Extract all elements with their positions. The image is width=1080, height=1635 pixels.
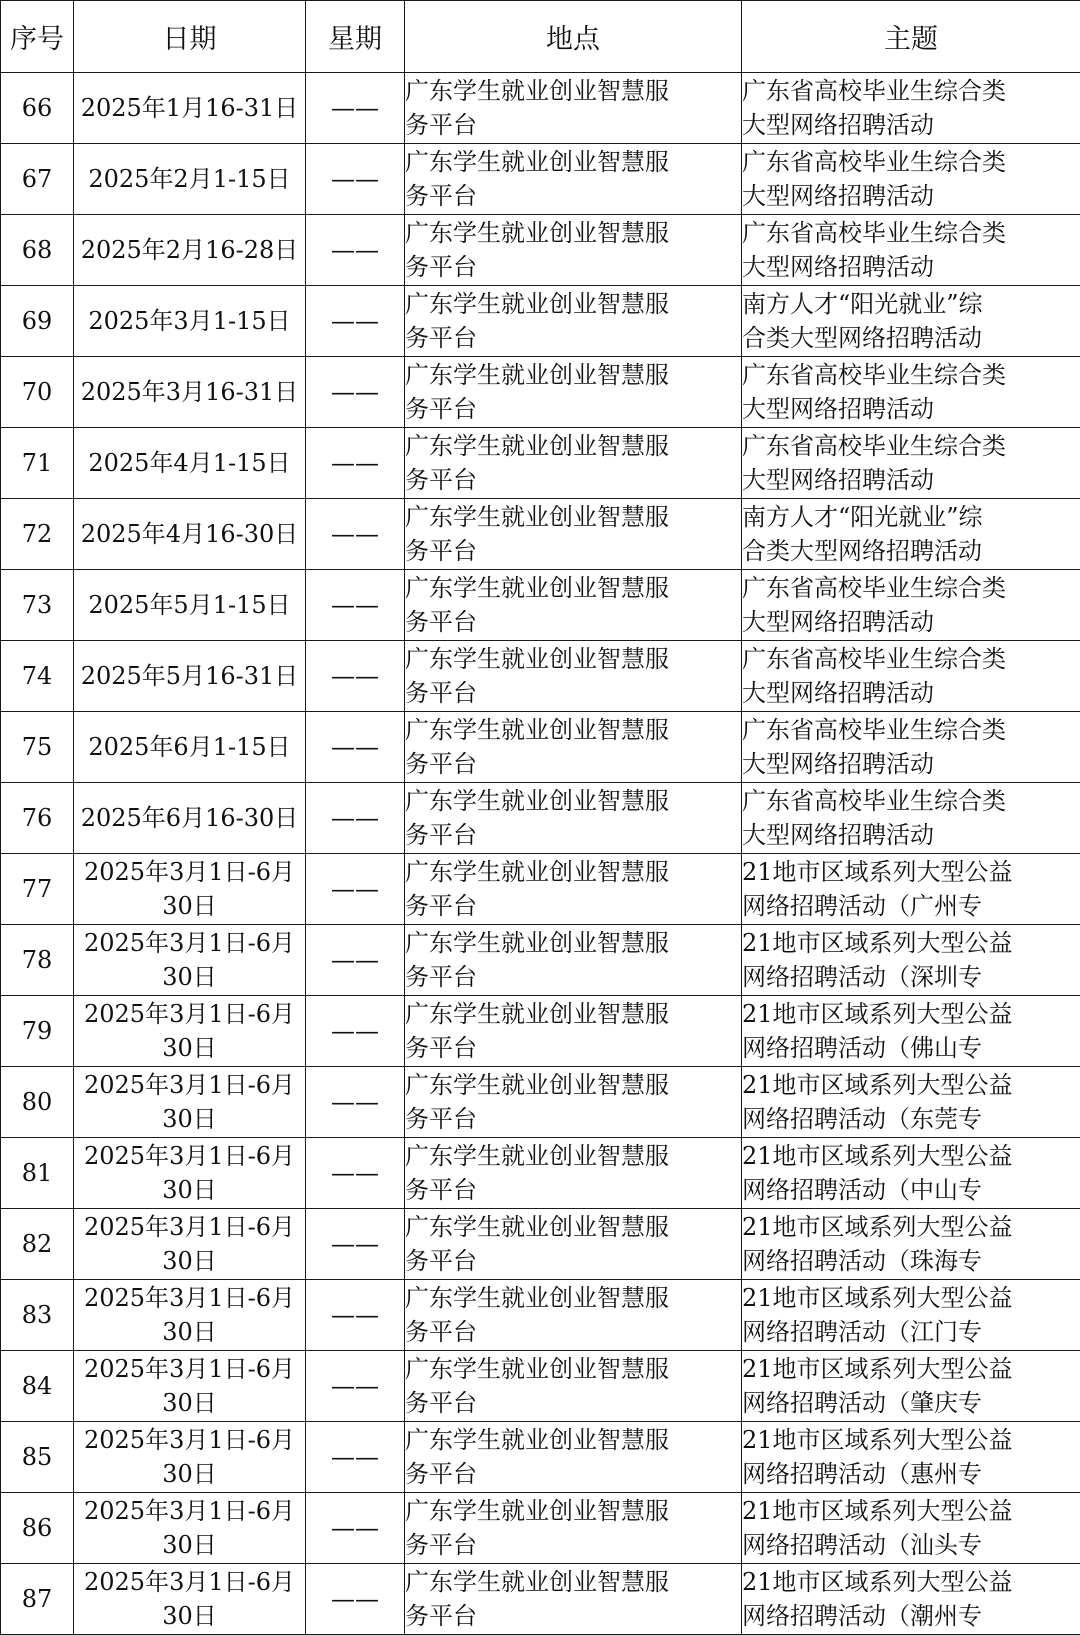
topic-line: 广东省高校毕业生综合类 (742, 216, 1080, 250)
location-line: 务平台 (405, 818, 741, 852)
topic-line: 广东省高校毕业生综合类 (742, 784, 1080, 818)
topic-cell (742, 925, 1080, 996)
location-line: 务平台 (405, 1173, 741, 1207)
weekday-cell: —— (306, 1067, 405, 1138)
weekday-cell: —— (306, 996, 405, 1067)
topic-line: 网络招聘活动（潮州专 (742, 1599, 1080, 1633)
location-line: 务平台 (405, 1386, 741, 1420)
location-line: 务平台 (405, 605, 741, 639)
location-cell (405, 996, 742, 1067)
topic-line: 21地市区域系列大型公益 (742, 855, 1080, 889)
topic-line: 广东省高校毕业生综合类 (742, 74, 1080, 108)
location-line: 务平台 (405, 250, 741, 284)
location-line: 务平台 (405, 676, 741, 710)
table-row (1, 215, 1080, 286)
topic-line: 网络招聘活动（东莞专 (742, 1102, 1080, 1136)
serial-number-cell: 67 (1, 144, 74, 215)
date-line: 2025年3月1日-6月 (74, 1210, 305, 1244)
table-row (1, 286, 1080, 357)
topic-cell (742, 783, 1080, 854)
serial-number-cell: 76 (1, 783, 74, 854)
location-line: 务平台 (405, 392, 741, 426)
location-line: 务平台 (405, 1244, 741, 1278)
date-cell (74, 641, 306, 712)
table-row (1, 144, 1080, 215)
topic-cell (742, 1280, 1080, 1351)
table-row (1, 1493, 1080, 1564)
weekday-cell: —— (306, 1280, 405, 1351)
location-line: 广东学生就业创业智慧服 (405, 571, 741, 605)
location-cell (405, 499, 742, 570)
table-row (1, 1138, 1080, 1209)
location-line: 务平台 (405, 534, 741, 568)
topic-line: 21地市区域系列大型公益 (742, 1565, 1080, 1599)
serial-number-cell: 81 (1, 1138, 74, 1209)
topic-line: 大型网络招聘活动 (742, 392, 1080, 426)
location-line: 务平台 (405, 321, 741, 355)
date-line: 2025年3月1日-6月 (74, 926, 305, 960)
location-cell (405, 1280, 742, 1351)
topic-line: 21地市区域系列大型公益 (742, 1352, 1080, 1386)
location-line: 广东学生就业创业智慧服 (405, 358, 741, 392)
table-row (1, 1280, 1080, 1351)
table-row (1, 996, 1080, 1067)
header-location: 地点 (405, 1, 742, 73)
location-line: 务平台 (405, 1102, 741, 1136)
location-cell (405, 73, 742, 144)
location-cell (405, 428, 742, 499)
location-cell (405, 854, 742, 925)
date-cell (74, 499, 306, 570)
date-line: 30日 (74, 1457, 305, 1491)
location-line: 广东学生就业创业智慧服 (405, 1352, 741, 1386)
weekday-cell: —— (306, 357, 405, 428)
date-line: 2025年2月1-15日 (74, 162, 305, 196)
date-cell (74, 570, 306, 641)
date-cell (74, 357, 306, 428)
location-line: 广东学生就业创业智慧服 (405, 500, 741, 534)
weekday-cell: —— (306, 1564, 405, 1635)
date-cell (74, 1138, 306, 1209)
topic-line: 21地市区域系列大型公益 (742, 1281, 1080, 1315)
topic-cell (742, 641, 1080, 712)
date-line: 2025年3月1日-6月 (74, 1565, 305, 1599)
topic-cell (742, 73, 1080, 144)
topic-cell (742, 1564, 1080, 1635)
date-cell (74, 996, 306, 1067)
weekday-cell: —— (306, 215, 405, 286)
location-line: 广东学生就业创业智慧服 (405, 1281, 741, 1315)
topic-line: 21地市区域系列大型公益 (742, 1494, 1080, 1528)
serial-number-cell: 69 (1, 286, 74, 357)
date-line: 30日 (74, 960, 305, 994)
topic-line: 广东省高校毕业生综合类 (742, 145, 1080, 179)
topic-line: 网络招聘活动（汕头专 (742, 1528, 1080, 1562)
location-line: 广东学生就业创业智慧服 (405, 1068, 741, 1102)
topic-line: 大型网络招聘活动 (742, 250, 1080, 284)
date-cell (74, 1422, 306, 1493)
topic-cell (742, 286, 1080, 357)
location-line: 广东学生就业创业智慧服 (405, 1565, 741, 1599)
location-line: 务平台 (405, 1457, 741, 1491)
location-line: 广东学生就业创业智慧服 (405, 1210, 741, 1244)
topic-line: 网络招聘活动（惠州专 (742, 1457, 1080, 1491)
date-cell (74, 428, 306, 499)
topic-line: 广东省高校毕业生综合类 (742, 429, 1080, 463)
weekday-cell: —— (306, 641, 405, 712)
date-cell (74, 1280, 306, 1351)
date-cell (74, 925, 306, 996)
serial-number-cell: 73 (1, 570, 74, 641)
date-cell (74, 1209, 306, 1280)
topic-cell (742, 357, 1080, 428)
date-line: 2025年5月16-31日 (74, 659, 305, 693)
weekday-cell: —— (306, 854, 405, 925)
weekday-cell: —— (306, 499, 405, 570)
location-line: 务平台 (405, 108, 741, 142)
location-line: 务平台 (405, 889, 741, 923)
date-cell (74, 215, 306, 286)
topic-line: 21地市区域系列大型公益 (742, 1068, 1080, 1102)
topic-line: 网络招聘活动（珠海专 (742, 1244, 1080, 1278)
topic-line: 大型网络招聘活动 (742, 108, 1080, 142)
topic-cell (742, 499, 1080, 570)
date-line: 2025年3月1日-6月 (74, 855, 305, 889)
location-line: 广东学生就业创业智慧服 (405, 216, 741, 250)
serial-number-cell: 70 (1, 357, 74, 428)
date-line: 30日 (74, 1102, 305, 1136)
location-cell (405, 144, 742, 215)
location-line: 广东学生就业创业智慧服 (405, 145, 741, 179)
location-cell (405, 1564, 742, 1635)
header-topic: 主题 (742, 1, 1080, 73)
location-cell (405, 1067, 742, 1138)
topic-cell (742, 570, 1080, 641)
topic-line: 网络招聘活动（广州专 (742, 889, 1080, 923)
serial-number-cell: 66 (1, 73, 74, 144)
table-row (1, 73, 1080, 144)
topic-cell (742, 1209, 1080, 1280)
location-line: 广东学生就业创业智慧服 (405, 713, 741, 747)
topic-line: 21地市区域系列大型公益 (742, 1139, 1080, 1173)
date-line: 2025年6月16-30日 (74, 801, 305, 835)
date-line: 2025年3月1日-6月 (74, 1139, 305, 1173)
location-line: 广东学生就业创业智慧服 (405, 1494, 741, 1528)
weekday-cell: —— (306, 1209, 405, 1280)
location-line: 广东学生就业创业智慧服 (405, 1139, 741, 1173)
location-line: 广东学生就业创业智慧服 (405, 1423, 741, 1457)
serial-number-cell: 79 (1, 996, 74, 1067)
topic-line: 网络招聘活动（佛山专 (742, 1031, 1080, 1065)
date-line: 2025年3月16-31日 (74, 375, 305, 409)
table-row (1, 428, 1080, 499)
topic-line: 网络招聘活动（江门专 (742, 1315, 1080, 1349)
topic-cell (742, 1067, 1080, 1138)
weekday-cell: —— (306, 1493, 405, 1564)
location-cell (405, 1138, 742, 1209)
topic-line: 南方人才“阳光就业”综 (742, 500, 1080, 534)
table-row (1, 499, 1080, 570)
topic-line: 广东省高校毕业生综合类 (742, 713, 1080, 747)
topic-line: 合类大型网络招聘活动 (742, 321, 1080, 355)
topic-line: 21地市区域系列大型公益 (742, 926, 1080, 960)
weekday-cell: —— (306, 712, 405, 783)
date-cell (74, 1351, 306, 1422)
date-line: 30日 (74, 1173, 305, 1207)
location-line: 广东学生就业创业智慧服 (405, 926, 741, 960)
topic-cell (742, 428, 1080, 499)
location-line: 务平台 (405, 463, 741, 497)
topic-line: 网络招聘活动（肇庆专 (742, 1386, 1080, 1420)
serial-number-cell: 82 (1, 1209, 74, 1280)
serial-number-cell: 77 (1, 854, 74, 925)
date-cell (74, 286, 306, 357)
header-weekday: 星期 (306, 1, 405, 73)
date-line: 2025年4月1-15日 (74, 446, 305, 480)
location-cell (405, 1422, 742, 1493)
location-cell (405, 215, 742, 286)
header-date: 日期 (74, 1, 306, 73)
table-row (1, 570, 1080, 641)
topic-cell (742, 1138, 1080, 1209)
serial-number-cell: 87 (1, 1564, 74, 1635)
date-line: 2025年3月1日-6月 (74, 1494, 305, 1528)
table-row (1, 925, 1080, 996)
location-line: 广东学生就业创业智慧服 (405, 74, 741, 108)
location-cell (405, 1351, 742, 1422)
location-cell (405, 712, 742, 783)
topic-cell (742, 144, 1080, 215)
table-row (1, 1422, 1080, 1493)
location-line: 广东学生就业创业智慧服 (405, 784, 741, 818)
date-line: 30日 (74, 1031, 305, 1065)
location-line: 务平台 (405, 179, 741, 213)
location-line: 务平台 (405, 747, 741, 781)
date-cell (74, 1067, 306, 1138)
location-line: 广东学生就业创业智慧服 (405, 287, 741, 321)
table-row (1, 783, 1080, 854)
serial-number-cell: 85 (1, 1422, 74, 1493)
location-cell (405, 925, 742, 996)
location-cell (405, 286, 742, 357)
table-row (1, 1564, 1080, 1635)
date-line: 2025年3月1日-6月 (74, 1068, 305, 1102)
date-line: 2025年3月1日-6月 (74, 1423, 305, 1457)
date-cell (74, 1564, 306, 1635)
date-line: 2025年5月1-15日 (74, 588, 305, 622)
date-line: 2025年3月1日-6月 (74, 1281, 305, 1315)
header-serial-number: 序号 (1, 1, 74, 73)
topic-line: 大型网络招聘活动 (742, 818, 1080, 852)
table-row (1, 357, 1080, 428)
weekday-cell: —— (306, 1138, 405, 1209)
date-line: 30日 (74, 1244, 305, 1278)
topic-line: 广东省高校毕业生综合类 (742, 358, 1080, 392)
location-line: 务平台 (405, 1315, 741, 1349)
location-line: 务平台 (405, 1599, 741, 1633)
serial-number-cell: 80 (1, 1067, 74, 1138)
topic-line: 21地市区域系列大型公益 (742, 997, 1080, 1031)
topic-cell (742, 996, 1080, 1067)
date-cell (74, 73, 306, 144)
topic-line: 大型网络招聘活动 (742, 747, 1080, 781)
serial-number-cell: 74 (1, 641, 74, 712)
date-line: 2025年6月1-15日 (74, 730, 305, 764)
location-cell (405, 783, 742, 854)
topic-cell (742, 1422, 1080, 1493)
serial-number-cell: 75 (1, 712, 74, 783)
date-line: 2025年3月1日-6月 (74, 997, 305, 1031)
location-line: 广东学生就业创业智慧服 (405, 642, 741, 676)
weekday-cell: —— (306, 925, 405, 996)
date-line: 2025年2月16-28日 (74, 233, 305, 267)
table-body (1, 73, 1080, 1635)
date-cell (74, 854, 306, 925)
location-line: 广东学生就业创业智慧服 (405, 997, 741, 1031)
table-row (1, 712, 1080, 783)
topic-line: 广东省高校毕业生综合类 (742, 642, 1080, 676)
topic-cell (742, 712, 1080, 783)
topic-line: 21地市区域系列大型公益 (742, 1210, 1080, 1244)
topic-line: 网络招聘活动（中山专 (742, 1173, 1080, 1207)
table-header-row (1, 1, 1080, 73)
date-line: 30日 (74, 1599, 305, 1633)
location-cell (405, 1493, 742, 1564)
date-line: 2025年1月16-31日 (74, 91, 305, 125)
weekday-cell: —— (306, 144, 405, 215)
location-line: 务平台 (405, 1031, 741, 1065)
location-line: 务平台 (405, 960, 741, 994)
table-row (1, 1209, 1080, 1280)
date-line: 30日 (74, 1528, 305, 1562)
table-row (1, 641, 1080, 712)
date-cell (74, 712, 306, 783)
serial-number-cell: 86 (1, 1493, 74, 1564)
weekday-cell: —— (306, 1422, 405, 1493)
date-cell (74, 783, 306, 854)
weekday-cell: —— (306, 570, 405, 641)
weekday-cell: —— (306, 428, 405, 499)
topic-line: 南方人才“阳光就业”综 (742, 287, 1080, 321)
location-cell (405, 641, 742, 712)
topic-line: 21地市区域系列大型公益 (742, 1423, 1080, 1457)
topic-line: 合类大型网络招聘活动 (742, 534, 1080, 568)
location-line: 广东学生就业创业智慧服 (405, 855, 741, 889)
topic-cell (742, 1351, 1080, 1422)
date-line: 2025年4月16-30日 (74, 517, 305, 551)
topic-cell (742, 215, 1080, 286)
serial-number-cell: 83 (1, 1280, 74, 1351)
table-row (1, 854, 1080, 925)
serial-number-cell: 78 (1, 925, 74, 996)
topic-cell (742, 1493, 1080, 1564)
location-cell (405, 1209, 742, 1280)
date-cell (74, 1493, 306, 1564)
date-line: 2025年3月1-15日 (74, 304, 305, 338)
location-line: 广东学生就业创业智慧服 (405, 429, 741, 463)
topic-line: 大型网络招聘活动 (742, 605, 1080, 639)
location-cell (405, 357, 742, 428)
topic-line: 网络招聘活动（深圳专 (742, 960, 1080, 994)
date-line: 30日 (74, 1315, 305, 1349)
table-row (1, 1067, 1080, 1138)
date-cell (74, 144, 306, 215)
serial-number-cell: 68 (1, 215, 74, 286)
topic-line: 大型网络招聘活动 (742, 463, 1080, 497)
weekday-cell: —— (306, 286, 405, 357)
weekday-cell: —— (306, 783, 405, 854)
table-row (1, 1351, 1080, 1422)
serial-number-cell: 71 (1, 428, 74, 499)
topic-line: 广东省高校毕业生综合类 (742, 571, 1080, 605)
location-line: 务平台 (405, 1528, 741, 1562)
serial-number-cell: 72 (1, 499, 74, 570)
location-cell (405, 570, 742, 641)
weekday-cell: —— (306, 1351, 405, 1422)
topic-cell (742, 854, 1080, 925)
date-line: 30日 (74, 889, 305, 923)
weekday-cell: —— (306, 73, 405, 144)
topic-line: 大型网络招聘活动 (742, 676, 1080, 710)
topic-line: 大型网络招聘活动 (742, 179, 1080, 213)
date-line: 30日 (74, 1386, 305, 1420)
serial-number-cell: 84 (1, 1351, 74, 1422)
date-line: 2025年3月1日-6月 (74, 1352, 305, 1386)
